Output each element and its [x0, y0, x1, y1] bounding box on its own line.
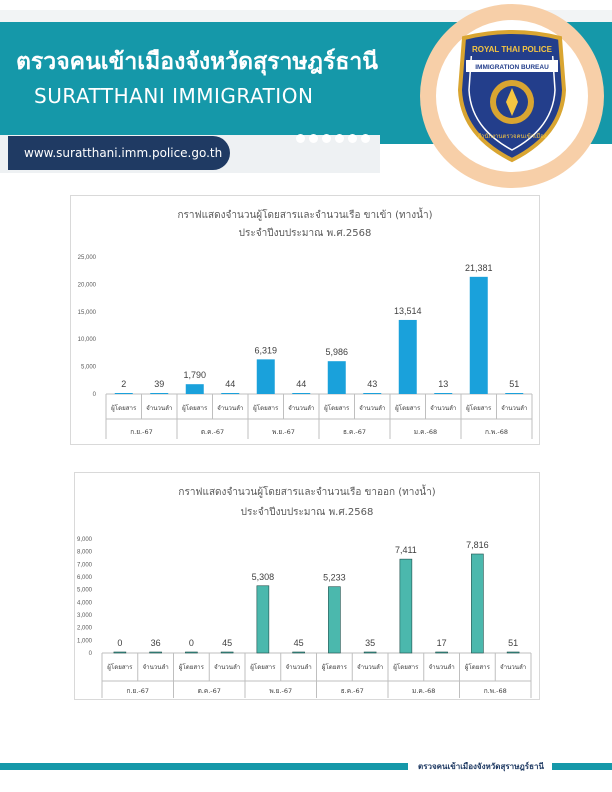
data-label: 6,319	[254, 345, 278, 356]
x-month-label: พ.ย.-67	[269, 687, 293, 695]
data-label: 13	[438, 379, 449, 389]
x-sub-label: จำนวนลำ	[428, 664, 455, 671]
dot-icon	[296, 134, 305, 143]
data-label: 7,816	[466, 539, 489, 550]
x-month-label: ธ.ค.-67	[340, 687, 364, 695]
bar	[150, 393, 168, 394]
x-sub-label: ผู้โดยสาร	[250, 664, 276, 671]
inbound-chart	[70, 195, 540, 445]
data-label: 7,411	[394, 545, 417, 556]
x-sub-label: ผู้โดยสาร	[321, 664, 347, 671]
x-sub-label: จำนวนลำ	[217, 405, 244, 412]
bar	[115, 393, 133, 394]
data-label: 0	[117, 638, 123, 648]
badge-bottom-text: สำนักงานตรวจคนเข้าเมือง	[477, 133, 547, 140]
data-label: 5,308	[251, 571, 275, 582]
data-label: 44	[225, 379, 236, 389]
badge-mid-text: IMMIGRATION BUREAU	[475, 64, 549, 71]
dot-icon	[309, 134, 318, 143]
bar	[114, 652, 126, 653]
page-title-english: SURATTHANI IMMIGRATION	[34, 84, 314, 108]
y-tick-label: 7,000	[76, 562, 92, 569]
data-label: 51	[509, 379, 520, 389]
header-banner	[0, 0, 612, 184]
footer-line-right	[552, 763, 612, 770]
outbound-chart-subtitle: ประจำปีงบประมาณ พ.ศ.2568	[240, 507, 374, 518]
data-label: 45	[293, 638, 304, 648]
x-sub-label: จำนวนลำ	[501, 405, 528, 412]
bar	[436, 652, 448, 653]
x-sub-label: จำนวนลำ	[213, 664, 241, 671]
y-tick-label: 2,000	[76, 625, 92, 632]
bar	[150, 652, 162, 653]
x-month-label: ก.ย.-67	[130, 428, 153, 436]
y-tick-label: 3,000	[76, 613, 92, 619]
y-tick-label: 15,000	[77, 309, 96, 316]
badge-top-text: ROYAL THAI POLICE	[471, 45, 553, 54]
x-sub-label: ผู้โดยสาร	[111, 405, 137, 412]
outbound-chart	[74, 472, 540, 700]
x-month-label: ธ.ค.-67	[342, 428, 367, 436]
data-label: 1,790	[183, 370, 207, 381]
data-label: 35	[365, 638, 376, 648]
x-sub-label: ผู้โดยสาร	[393, 664, 419, 671]
decorative-dots	[296, 134, 370, 143]
y-tick-label: 0	[92, 392, 96, 398]
y-tick-label: 9,000	[76, 537, 92, 543]
y-tick-label: 10,000	[77, 337, 96, 344]
y-tick-label: 8,000	[76, 549, 92, 556]
bar	[471, 554, 483, 653]
data-label: 2	[121, 379, 127, 389]
data-label: 36	[150, 638, 161, 648]
y-tick-label: 5,000	[76, 587, 92, 594]
y-tick-label: 1,000	[76, 638, 92, 645]
bar	[363, 393, 381, 394]
x-sub-label: จำนวนลำ	[356, 664, 384, 671]
x-sub-label: จำนวนลำ	[430, 405, 457, 412]
x-sub-label: ผู้โดยสาร	[464, 664, 490, 671]
bar	[328, 587, 340, 653]
x-sub-label: จำนวนลำ	[499, 664, 527, 671]
y-tick-label: 6,000	[76, 575, 92, 581]
x-sub-label: จำนวนลำ	[146, 405, 173, 412]
bar	[400, 559, 412, 653]
bar	[364, 652, 376, 653]
bar	[505, 393, 523, 394]
bar	[434, 393, 452, 394]
police-badge-logo	[452, 30, 572, 165]
outbound-chart-plot	[75, 473, 541, 701]
data-label: 51	[508, 638, 519, 648]
x-sub-label: ผู้โดยสาร	[107, 664, 133, 671]
data-label: 5,233	[323, 572, 346, 583]
dot-icon	[348, 134, 357, 143]
dot-icon	[322, 134, 331, 143]
data-label: 39	[154, 379, 165, 389]
x-month-label: ม.ค.-68	[413, 428, 438, 436]
x-month-label: พ.ย.-67	[272, 428, 295, 436]
x-sub-label: จำนวนลำ	[285, 664, 312, 671]
x-sub-label: จำนวนลำ	[142, 664, 169, 671]
footer-text: ตรวจคนเข้าเมืองจังหวัดสุราษฎร์ธานี	[418, 762, 544, 771]
bar	[293, 652, 305, 653]
x-sub-label: ผู้โดยสาร	[182, 405, 208, 412]
page-title-thai: ตรวจคนเข้าเมืองจังหวัดสุราษฎร์ธานี	[16, 49, 379, 75]
dot-icon	[335, 134, 344, 143]
data-label: 43	[367, 379, 378, 389]
bar	[399, 320, 417, 394]
x-sub-label: ผู้โดยสาร	[324, 405, 350, 412]
bar	[221, 652, 233, 653]
data-label: 13,514	[393, 305, 422, 316]
bar	[185, 652, 197, 653]
x-month-label: ก.พ.-68	[483, 687, 507, 695]
bar	[257, 586, 269, 653]
x-month-label: ต.ค.-67	[197, 687, 221, 695]
inbound-chart-subtitle: ประจำปีงบประมาณ พ.ศ.2568	[238, 228, 372, 239]
x-month-label: ก.พ.-68	[485, 428, 508, 436]
bar	[292, 393, 310, 394]
bar	[257, 359, 275, 394]
data-label: 5,986	[325, 347, 349, 358]
bar	[470, 277, 488, 394]
x-sub-label: จำนวนลำ	[288, 405, 315, 412]
y-tick-label: 4,000	[76, 600, 92, 607]
inbound-chart-title: กราฟแสดงจำนวนผู้โดยสารและจำนวนเรือ ขาเข้า (ทางน้ำ)	[177, 210, 433, 221]
website-url-link[interactable]: www.suratthani.imm.police.go.th	[8, 136, 230, 170]
data-label: 45	[222, 638, 233, 648]
x-sub-label: ผู้โดยสาร	[253, 405, 279, 412]
y-tick-label: 5,000	[80, 364, 96, 371]
x-sub-label: ผู้โดยสาร	[178, 664, 204, 671]
data-label: 17	[436, 638, 447, 648]
y-tick-label: 25,000	[77, 255, 96, 261]
x-sub-label: ผู้โดยสาร	[466, 405, 492, 412]
data-label: 44	[296, 379, 307, 389]
footer-line-left	[0, 763, 408, 770]
y-tick-label: 20,000	[77, 282, 96, 289]
bar	[186, 384, 204, 394]
bar	[221, 393, 239, 394]
inbound-chart-plot	[71, 196, 541, 446]
x-sub-label: จำนวนลำ	[359, 405, 386, 412]
outbound-chart-title: กราฟแสดงจำนวนผู้โดยสารและจำนวนเรือ ขาออก (ทางน้ำ)	[178, 487, 436, 498]
x-month-label: ต.ค.-67	[200, 428, 225, 436]
dot-icon	[361, 134, 370, 143]
x-sub-label: ผู้โดยสาร	[395, 405, 421, 412]
x-month-label: ก.ย.-67	[126, 687, 149, 695]
data-label: 0	[188, 638, 194, 648]
bar	[328, 361, 346, 394]
bar	[507, 652, 519, 653]
data-label: 21,381	[464, 262, 493, 273]
y-tick-label: 0	[88, 651, 92, 657]
x-month-label: ม.ค.-68	[412, 687, 436, 695]
